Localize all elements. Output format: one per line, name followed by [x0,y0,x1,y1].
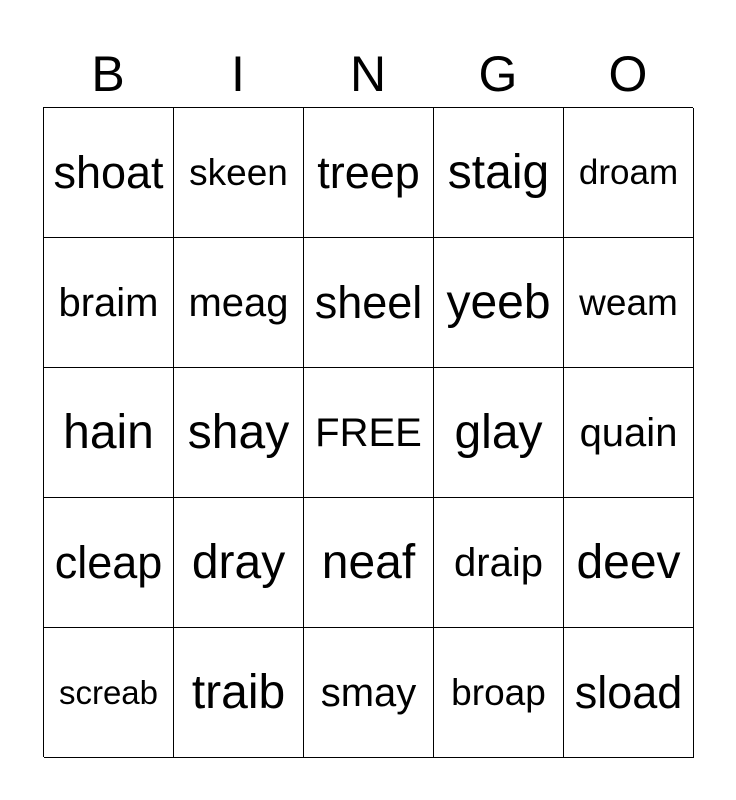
bingo-cell[interactable]: draip [434,498,564,628]
bingo-header [43,44,693,104]
bingo-cell[interactable]: meag [174,238,304,368]
bingo-cell[interactable]: deev [564,498,694,628]
bingo-cell[interactable]: dray [174,498,304,628]
header-letter-o: O [608,46,648,102]
bingo-cell[interactable]: hain [44,368,174,498]
bingo-cell[interactable]: sheel [304,238,434,368]
bingo-cell[interactable]: broap [434,628,564,758]
bingo-cell[interactable]: shay [174,368,304,498]
bingo-cell[interactable]: sload [564,628,694,758]
bingo-cell[interactable]: shoat [44,108,174,238]
bingo-cell[interactable]: staig [434,108,564,238]
bingo-card-grid [43,107,693,757]
bingo-cell[interactable]: weam [564,238,694,368]
bingo-free-space[interactable]: FREE [304,368,434,498]
bingo-cell[interactable]: screab [44,628,174,758]
bingo-cell[interactable]: traib [174,628,304,758]
header-letter-g: G [478,46,518,102]
bingo-cell[interactable]: cleap [44,498,174,628]
bingo-cell[interactable]: smay [304,628,434,758]
header-letter-i: I [231,46,245,102]
header-letter-n: N [349,46,387,102]
bingo-cell[interactable]: yeeb [434,238,564,368]
header-letter-b: B [91,46,125,102]
bingo-cell[interactable]: glay [434,368,564,498]
bingo-cell[interactable]: quain [564,368,694,498]
bingo-cell[interactable]: braim [44,238,174,368]
bingo-cell[interactable]: treep [304,108,434,238]
bingo-cell[interactable]: droam [564,108,694,238]
bingo-cell[interactable]: skeen [174,108,304,238]
bingo-cell[interactable]: neaf [304,498,434,628]
